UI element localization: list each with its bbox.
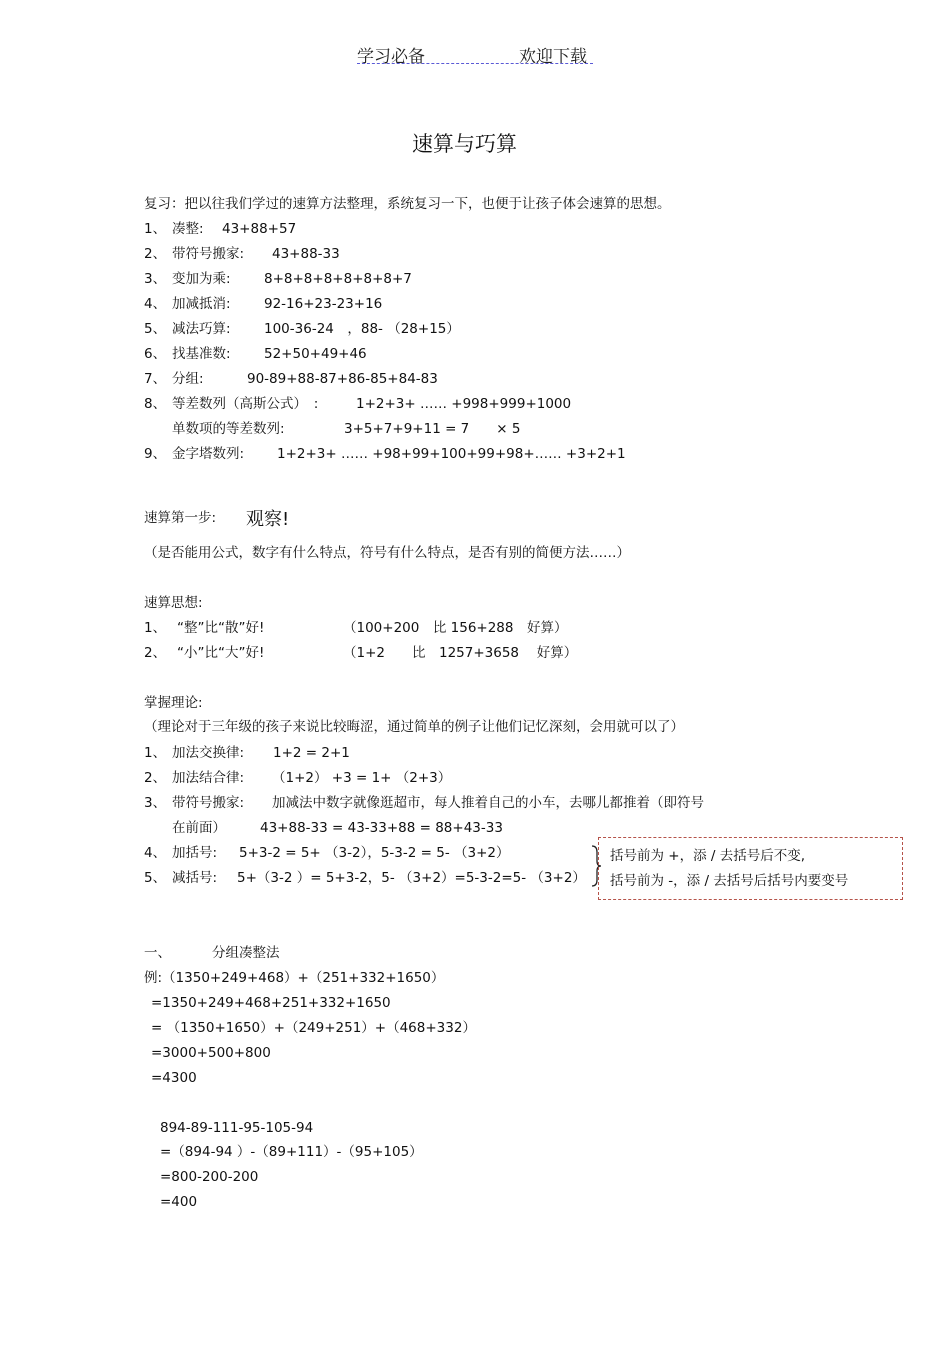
- example-line: =（894-94 ）-（89+111）-（95+105）: [160, 1144, 423, 1160]
- list-item-expr: 43+88-33 = 43-33+88 = 88+43-33: [260, 820, 503, 836]
- list-item-label: 找基准数:: [172, 346, 231, 362]
- list-item-label: 带符号搬家:: [172, 246, 245, 262]
- list-item-num: 4、: [144, 845, 167, 861]
- list-item-num: 3、: [144, 271, 167, 287]
- theory-note: （理论对于三年级的孩子来说比较晦涩，通过简单的例子让他们记忆深刻，会用就可以了）: [144, 719, 684, 735]
- list-item-example: （1+2 比 1257+3658 好算）: [343, 645, 578, 661]
- list-item-label: 加括号:: [172, 845, 218, 861]
- example-line: =3000+500+800: [151, 1045, 271, 1061]
- example-line: =1350+249+468+251+332+1650: [151, 995, 391, 1011]
- list-item-label: 加法结合律:: [172, 770, 245, 786]
- bracket-rule-callout: [598, 837, 903, 900]
- example-line: =800-200-200: [160, 1169, 259, 1185]
- header-underline: [357, 63, 593, 64]
- header-left: 学习必备: [357, 47, 425, 67]
- list-item-label: 减括号:: [172, 870, 218, 886]
- list-item-example: （100+200 比 156+288 好算）: [343, 620, 568, 636]
- list-item-num: 5、: [144, 321, 167, 337]
- list-item-expr: 100-36-24 ，88- （28+15）: [264, 321, 460, 337]
- example-line: 例:（1350+249+468）+（251+332+1650）: [144, 970, 445, 986]
- section-number: 一、: [144, 945, 171, 961]
- step-one-emphasis: 观察!: [246, 509, 290, 530]
- header-right: 欢迎下载: [519, 47, 587, 67]
- list-item-label: 带符号搬家:: [172, 795, 245, 811]
- list-item-label: 在前面）: [172, 820, 226, 836]
- list-item-label: 等差数列（高斯公式） :: [172, 396, 319, 412]
- list-item-num: 2、: [144, 645, 167, 661]
- list-item-expr: 8+8+8+8+8+8+8+7: [264, 271, 412, 287]
- list-item-num: 5、: [144, 870, 167, 886]
- list-item-num: 4、: [144, 296, 167, 312]
- list-item-label: 加减抵消:: [172, 296, 231, 312]
- list-item-text: “小”比“大”好!: [177, 645, 265, 661]
- theory-heading: 掌握理论:: [144, 695, 203, 711]
- list-item-text: “整”比“散”好!: [177, 620, 265, 636]
- list-item-label: 分组:: [172, 371, 204, 387]
- list-item-expr: 43+88+57: [222, 221, 297, 237]
- list-item-label: 金字塔数列:: [172, 446, 245, 462]
- list-item-num: 1、: [144, 221, 167, 237]
- list-item-label: 凑整:: [172, 221, 204, 237]
- list-item-expr: 1+2+3+ …… +998+999+1000: [356, 396, 572, 412]
- list-item-num: 1、: [144, 620, 167, 636]
- callout-line: 括号前为 +，添 / 去括号后不变,: [610, 848, 806, 864]
- list-item-num: 3、: [144, 795, 167, 811]
- list-item-expr: 加减法中数字就像逛超市，每人推着自己的小车，去哪儿都推着（即符号: [272, 795, 704, 811]
- list-item-num: 8、: [144, 396, 167, 412]
- example-line: 894-89-111-95-105-94: [160, 1120, 314, 1136]
- example-line: = （1350+1650）+（249+251）+（468+332）: [151, 1020, 476, 1036]
- list-item-num: 1、: [144, 745, 167, 761]
- list-item-num: 9、: [144, 446, 167, 462]
- review-intro: 复习：把以往我们学过的速算方法整理，系统复习一下，也便于让孩子体会速算的思想。: [144, 196, 671, 212]
- list-item-expr: 92-16+23-23+16: [264, 296, 383, 312]
- list-item-expr: 5+3-2 = 5+ （3-2），5-3-2 = 5- （3+2）: [239, 845, 510, 861]
- ideas-heading: 速算思想:: [144, 595, 203, 611]
- step-one-note: （是否能用公式，数字有什么特点，符号有什么特点，是否有别的简便方法……）: [144, 545, 630, 561]
- list-item-expr: 52+50+49+46: [264, 346, 367, 362]
- example-line: =400: [160, 1194, 198, 1210]
- example-line: =4300: [151, 1070, 197, 1086]
- list-item-expr: 1+2 = 2+1: [273, 745, 350, 761]
- list-item-expr: 5+（3-2 ）= 5+3-2，5- （3+2）=5-3-2=5- （3+2）: [237, 870, 586, 886]
- list-item-label: 单数项的等差数列:: [172, 421, 285, 437]
- list-item-expr: 43+88-33: [272, 246, 340, 262]
- list-item-label: 加法交换律:: [172, 745, 245, 761]
- page-title: 速算与巧算: [412, 132, 517, 156]
- list-item-expr: （1+2） +3 = 1+ （2+3）: [272, 770, 452, 786]
- list-item-label: 减法巧算:: [172, 321, 231, 337]
- section-title: 分组凑整法: [212, 945, 280, 961]
- callout-line: 括号前为 -，添 / 去括号后括号内要变号: [610, 873, 849, 889]
- list-item-expr: 90-89+88-87+86-85+84-83: [247, 371, 438, 387]
- step-one-label: 速算第一步:: [144, 510, 217, 526]
- list-item-expr: 1+2+3+ …… +98+99+100+99+98+…… +3+2+1: [277, 446, 626, 462]
- list-item-num: 7、: [144, 371, 167, 387]
- list-item-num: 2、: [144, 770, 167, 786]
- list-item-num: 2、: [144, 246, 167, 262]
- list-item-num: 6、: [144, 346, 167, 362]
- list-item-expr: 3+5+7+9+11 = 7 × 5: [344, 421, 521, 437]
- list-item-label: 变加为乘:: [172, 271, 231, 287]
